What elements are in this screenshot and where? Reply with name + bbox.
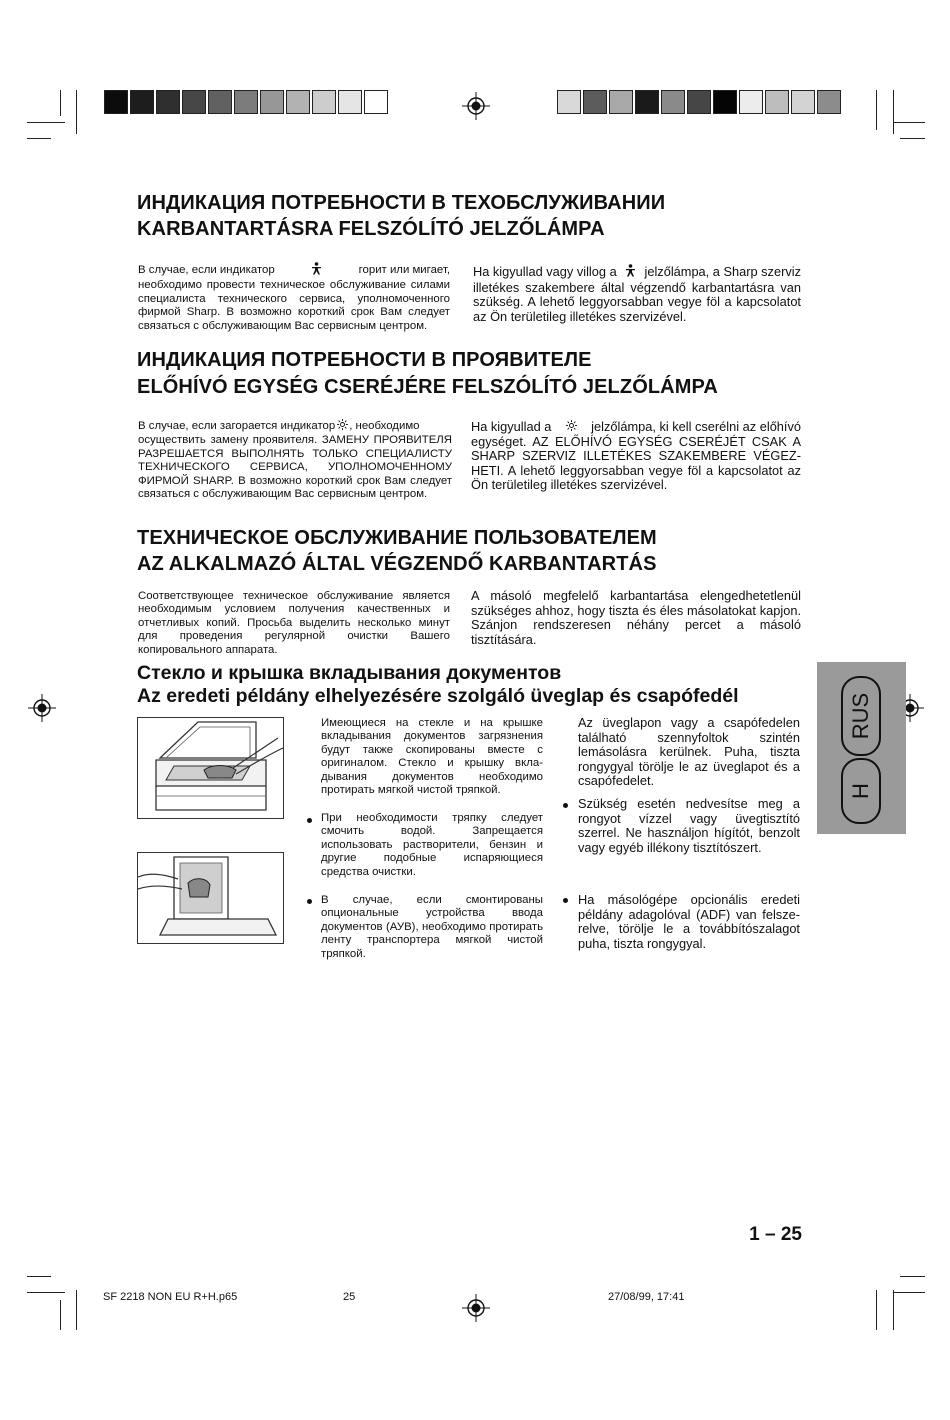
crop-mark — [893, 1292, 925, 1293]
color-calibration-strip-left — [104, 90, 390, 114]
color-swatch — [104, 90, 128, 114]
section-title-hu: ELŐHÍVÓ EGYSÉG CSERÉJÉRE FELSZÓLÍTÓ JELZŐLÁMPA — [137, 376, 718, 398]
section-title-ru: ИНДИКАЦИЯ ПОТРЕБНОСТИ В ТЕХОБСЛУЖИВАНИИ — [137, 192, 666, 214]
bullet-point — [563, 898, 568, 903]
crosshair-registration-icon — [462, 92, 490, 120]
section-body-ru: Соответствующее техническое обслуживание является необходимым условием получения качественных и отчетливых копий. Просьба выделить несколько минут для проведения регулярной очистки Вашего копировального аппарата. — [138, 590, 450, 656]
color-swatch — [338, 90, 362, 114]
color-swatch — [765, 90, 789, 114]
crop-mark — [27, 122, 65, 123]
section-title-ru: ИНДИКАЦИЯ ПОТРЕБНОСТИ В ПРОЯВИТЕЛЕ — [137, 349, 592, 371]
section-body-hu — [471, 420, 801, 493]
copier-glass-cleaning-illustration — [137, 717, 284, 819]
text-fragment: В случае, если индикатор — [138, 264, 275, 276]
color-swatch — [817, 90, 841, 114]
crop-mark — [27, 1276, 51, 1277]
crop-mark — [76, 1290, 77, 1330]
color-swatch — [156, 90, 180, 114]
language-label-h: H — [847, 783, 873, 799]
color-swatch — [661, 90, 685, 114]
bullet-text-hu: Ha másológépe opcionális eredeti példány adagolóval (ADF) van felsze-relve, törölje le a továbbítószalagot puha, tiszta rongygyal. — [578, 892, 800, 951]
bullet-text-ru: При необходимости тряпку следует смочить водой. Запрещается использовать растворители, бензин и другие подобные испаряющиеся средства очистки. — [321, 812, 543, 878]
footer-page: 25 — [343, 1291, 356, 1303]
text-fragment: , необходимо — [349, 420, 420, 432]
section-title-hu: AZ ALKALMAZÓ ÁLTAL VÉGZENDŐ KARBANTARTÁS — [137, 553, 657, 575]
language-label-rus: RUS — [848, 692, 874, 740]
page-number: 1 – 25 — [749, 1224, 802, 1245]
footer-file-name: SF 2218 NON EU R+H.p65 — [103, 1291, 238, 1303]
bullet-point — [307, 899, 312, 904]
subsection-title-hu: Az eredeti példány elhelyezésére szolgáló üveglap és csapófedél — [137, 685, 739, 707]
figure-with-wrench-icon — [625, 264, 637, 281]
color-swatch — [609, 90, 633, 114]
language-tab — [817, 662, 906, 834]
section-body-hu: A másoló megfelelő karbantartása elengedhetetlenül szükséges ahhoz, hogy tiszta és éles másolatokat kapjon. Szánjon rendszeresen néhány percet a másoló tisztítására. — [471, 588, 801, 647]
color-swatch — [739, 90, 763, 114]
copier-cover-cleaning-illustration — [137, 852, 284, 944]
crop-mark — [76, 90, 77, 134]
text-fragment: Ha kigyullad vagy villog a — [473, 264, 617, 279]
crop-mark — [893, 122, 925, 123]
section-title-hu: KARBANTARTÁSRA FELSZÓLÍTÓ JELZŐLÁMPA — [137, 218, 605, 240]
subsection-body-hu: Az üveglapon vagy a csapófedelen található szennyfoltok szintén lemásolásra kerülnek. Puha, tiszta rongygyal törölje le az üveglapot és a csapófedelet. — [578, 715, 800, 789]
language-tab-h — [841, 758, 881, 824]
crop-mark — [900, 138, 925, 139]
section-body-ru — [138, 419, 452, 501]
crop-mark — [893, 1290, 894, 1330]
section-body-hu — [473, 264, 801, 324]
sun-burst-icon — [335, 419, 349, 434]
subsection-body-ru: Имеющиеся на стекле и на крышке вкладывания документов загрязнения будут также скопированы вместе с оригиналом. Стекло и крышку вкла-дывания документов необходимо протирать мягкой чистой тряпкой. — [321, 717, 543, 797]
text-fragment: горит или мигает, — [358, 264, 450, 276]
crop-mark — [60, 90, 61, 116]
color-swatch — [208, 90, 232, 114]
bullet-point — [307, 818, 312, 823]
text-fragment: jelzőlámpa, a Sharp szerviz — [644, 264, 801, 279]
crop-mark — [876, 1290, 877, 1330]
footer-datetime: 27/08/99, 17:41 — [608, 1291, 685, 1303]
text-fragment: illetékes szakembere által végzendő karbantartásra van szükség. A lehető leggyorsabban vegye föl a kapcsolatot az Ön területileg illetékes szervizével. — [473, 279, 801, 324]
crop-mark — [27, 1292, 65, 1293]
section-title-ru: ТЕХНИЧЕСКОЕ ОБСЛУЖИВАНИЕ ПОЛЬЗОВАТЕЛЕМ — [137, 527, 657, 549]
crosshair-registration-icon — [28, 694, 56, 722]
color-swatch — [635, 90, 659, 114]
text-fragment: Ha kigyullad a — [471, 419, 552, 434]
bullet-text-hu: Szükség esetén nedvesítse meg a rongyot vízzel vagy üvegtisztító szerrel. Ne használjon hígítót, benzolt vagy egyéb illékony tisztítószert. — [578, 796, 800, 855]
color-swatch — [260, 90, 284, 114]
color-swatch — [557, 90, 581, 114]
color-swatch — [713, 90, 737, 114]
bullet-point — [563, 803, 568, 808]
color-swatch — [687, 90, 711, 114]
color-swatch — [312, 90, 336, 114]
color-swatch — [791, 90, 815, 114]
crop-mark — [60, 1300, 61, 1330]
subsection-title-ru: Стекло и крышка вкладывания документов — [137, 662, 562, 684]
text-fragment: В случае, если загорается индикатор — [138, 420, 336, 432]
color-swatch — [234, 90, 258, 114]
sun-burst-icon — [564, 420, 578, 435]
language-tab-rus — [841, 676, 881, 756]
color-swatch — [583, 90, 607, 114]
crosshair-registration-icon — [462, 1294, 490, 1322]
crop-mark — [876, 90, 877, 130]
text-fragment: осуществить замену проявителя. ЗАМЕНУ ПРОЯВИТЕЛЯ РАЗРЕШАЕТСЯ ВЫПОЛНЯТЬ ТОЛЬКО СПЕЦИАЛИСТУ ТЕХНИЧЕСКОГО СЕРВИСА, УПОЛНОМОЧЕННОМУ ФИРМОЙ SHARP. В возможно короткий срок Вам следует связаться с обслуживающим Вас сервисным центром. — [138, 434, 452, 501]
bullet-text-ru: В случае, если смонтированы опциональные устройства ввода документов (АУВ), необходимо протирать ленту транспортера мягкой чистой тряпкой. — [321, 894, 543, 960]
crop-mark — [893, 90, 894, 134]
color-swatch — [364, 90, 388, 114]
color-calibration-strip-right — [557, 90, 843, 114]
text-fragment: jelzőlámpa, ki kell cserélni az előhívó — [591, 419, 801, 434]
text-fragment: необходимо провести техническое обслуживание силами специалиста технического сервиса, уполномоченного фирмой Sharp. В возможно короткий срок Вам следует связаться с обслуживающим Вас сервисным центром. — [138, 279, 450, 332]
color-swatch — [286, 90, 310, 114]
text-fragment: egységet. AZ ELŐHÍVÓ EGYSÉG CSERÉJÉT CSAK A SHARP SZERVIZ ILLETÉKES SZAKEMBERE VÉGEZ-HETI. A lehető leggyorsabban vegye föl a kapcsolatot az Ön területileg illetékes szervizével. — [471, 433, 801, 493]
crop-mark — [900, 1276, 925, 1277]
crop-mark — [27, 138, 51, 139]
figure-with-wrench-icon — [311, 262, 323, 279]
color-swatch — [182, 90, 206, 114]
section-body-ru — [138, 262, 450, 333]
color-swatch — [130, 90, 154, 114]
